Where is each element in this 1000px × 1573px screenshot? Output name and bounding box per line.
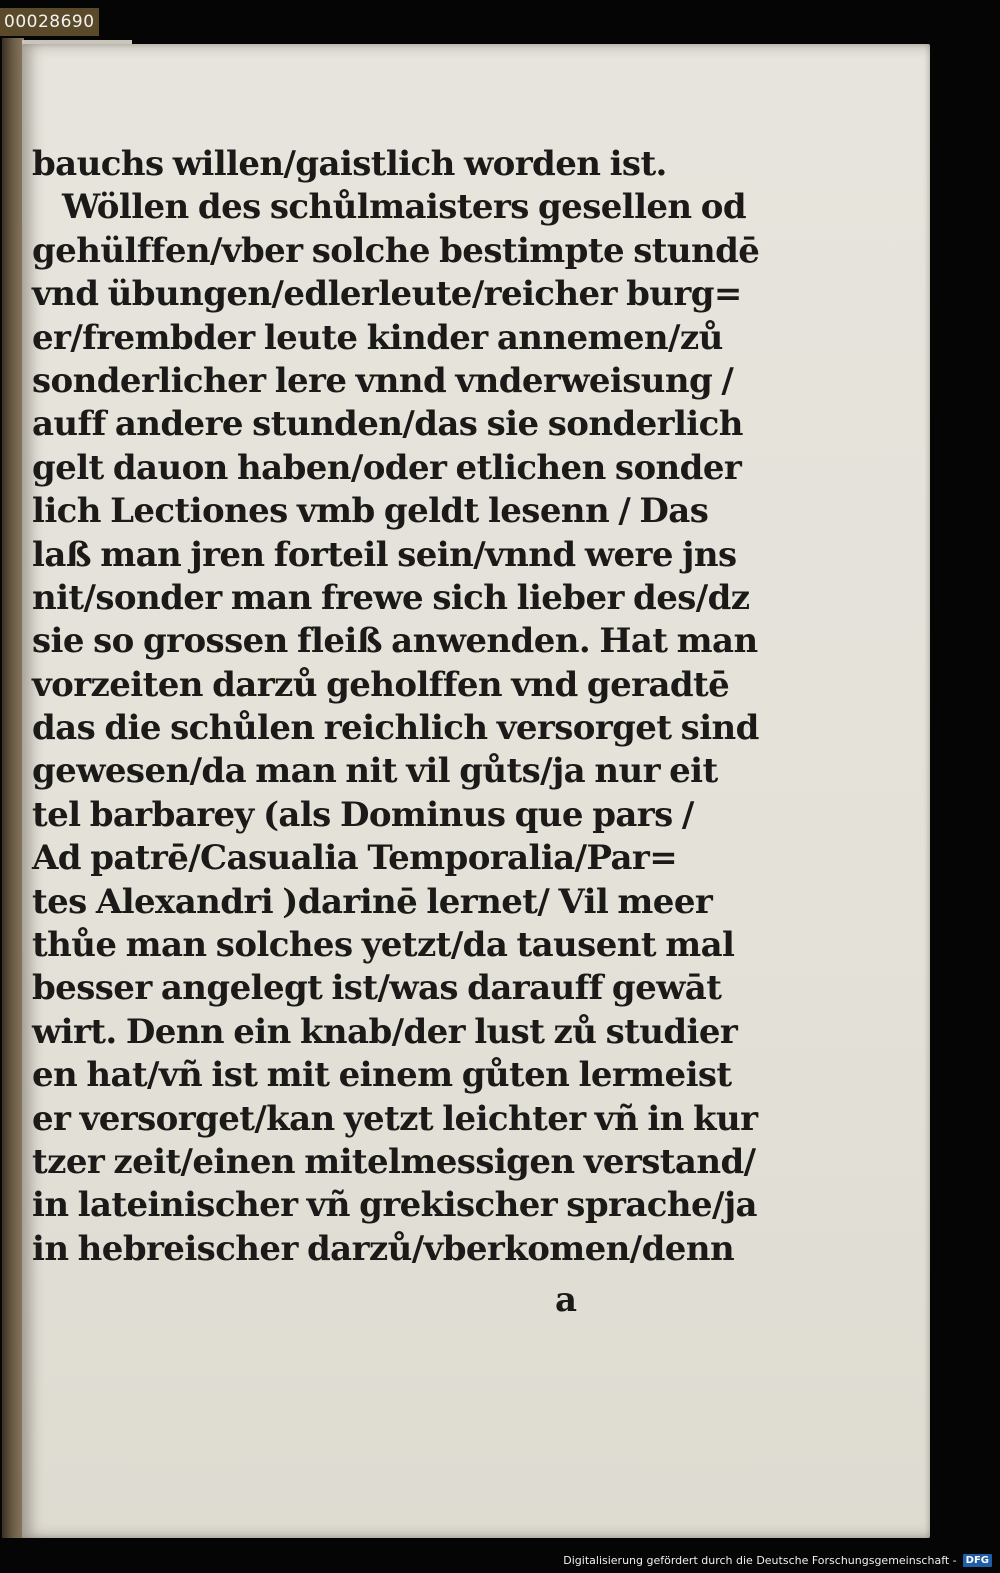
text-line: tzer zeit/einen mitelmessigen verstand/: [32, 1141, 756, 1182]
text-line: bauchs willen/gaistlich worden ist.: [32, 144, 667, 184]
text-line: sie so grossen fleiß anwenden. Hat man: [32, 621, 758, 662]
text-line: in hebreischer darzů/vberkomen/denn: [32, 1228, 735, 1269]
footer-credit: [563, 1554, 992, 1567]
text-line: wirt. Denn ein knab/der lust zů studier: [32, 1011, 738, 1052]
book-spine: [2, 38, 24, 1538]
page-text: [32, 143, 760, 1271]
text-line: auff andere stunden/das sie sonderlich: [32, 404, 743, 445]
text-line: nit/sonder man frewe sich lieber des/dz: [32, 577, 750, 618]
text-line: besser angelegt ist/was darauff gewāt: [32, 968, 722, 1009]
scan-id-label: 00028690: [0, 8, 99, 36]
text-line: in lateinischer vñ grekischer sprache/ja: [32, 1185, 757, 1226]
text-line: vnd übungen/edlerleute/reicher burg=: [32, 274, 742, 315]
text-line: tes Alexandri )darinē lernet/ Vil meer: [32, 881, 713, 922]
footer-credit-text: Digitalisierung gefördert durch die Deutsche Forschungsgemeinschaft -: [563, 1554, 957, 1567]
text-line: er/frembder leute kinder annemen/zů: [32, 317, 723, 358]
text-line: gehülffen/vber solche bestimpte stundē: [32, 230, 760, 271]
text-line: thůe man solches yetzt/da tausent mal: [32, 925, 735, 966]
text-line: vorzeiten darzů geholffen vnd geradtē: [32, 664, 730, 705]
text-line: laß man jren forteil sein/vnnd were jns: [32, 534, 737, 575]
dfg-logo-icon: DFG: [963, 1554, 992, 1567]
text-line: gewesen/da man nit vil gůts/ja nur eit: [32, 751, 718, 792]
text-line: en hat/vñ ist mit einem gůten lermeist: [32, 1055, 732, 1096]
text-line: lich Lectiones vmb geldt lesenn / Das: [32, 491, 709, 532]
text-line: gelt dauon haben/oder etlichen sonder: [32, 447, 742, 488]
text-line: tel barbarey (als Dominus que pars /: [32, 794, 694, 835]
text-line: sonderlicher lere vnnd vnderweisung /: [32, 360, 734, 401]
text-line: Wöllen des schůlmaisters gesellen od: [62, 187, 747, 228]
signature-mark: a: [555, 1280, 578, 1320]
text-line: Ad patrē/Casualia Temporalia/Par=: [32, 838, 678, 879]
text-line: er versorget/kan yetzt leichter vñ in kur: [32, 1098, 758, 1139]
text-line: das die schůlen reichlich versorget sind: [32, 708, 759, 749]
